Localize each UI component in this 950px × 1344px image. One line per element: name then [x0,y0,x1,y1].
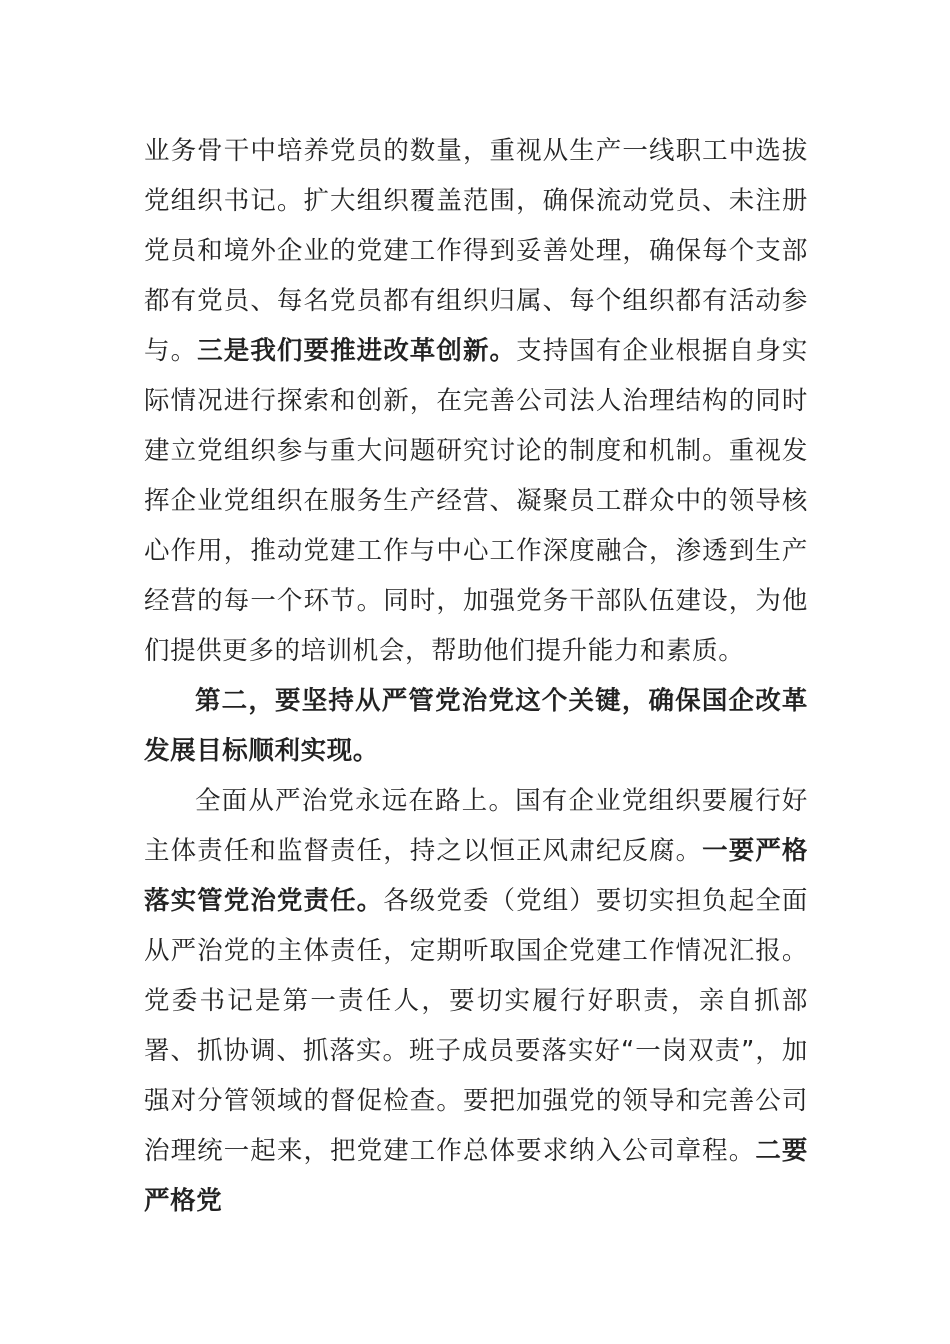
paragraph-strict-governance [144,776,808,1226]
bold-point-three: 三是我们要推进改革创新。 [197,336,517,366]
paragraph-text: 支持国有企业根据自身实际情况进行探索和创新，在完善公司法人治理结构的同时建立党组织参与重大问题研究讨论的制度和机制。重视发挥企业党组织在服务生产经营、凝聚员工群众中的领导核心作用，推动党建工作与中心工作深度融合，渗透到生产经营的每一个环节。同时，加强党务干部队伍建设，为他们提供更多的培训机会，帮助他们提升能力和素质。 [144,336,809,666]
paragraph-text: 全面从严治党永远在路上。国有企业党组织要履行好主体责任和监督责任，持之以恒正风肃纪反腐。 [144,786,808,866]
paragraph-text: 各级党委（党组）要切实担负起全面从严治党的主体责任，定期听取国企党建工作情况汇报。党委书记是第一责任人，要切实履行好职责，亲自抓部署、抓协调、抓落实。班子成员要落实好“一岗双责”，加强对分管领域的督促检查。要把加强党的领导和完善公司治理统一起来，把党建工作总体要求纳入公司章程。 [144,886,808,1166]
document-page [144,126,808,1226]
paragraph-text: 业务骨干中培养党员的数量，重视从生产一线职工中选拔党组织书记。扩大组织覆盖范围，确保流动党员、未注册党员和境外企业的党建工作得到妥善处理，确保每个支部都有党员、每名党员都有组织归属、每个组织都有活动参与。 [144,136,808,366]
paragraph-party-building [144,126,808,676]
section-heading-second: 第二，要坚持从严管党治党这个关键，确保国企改革发展目标顺利实现。 [144,686,808,766]
bold-point-one: 一要严格落实管党治党责任。 [144,836,808,916]
bold-point-two: 二要严格党 [144,1136,808,1216]
